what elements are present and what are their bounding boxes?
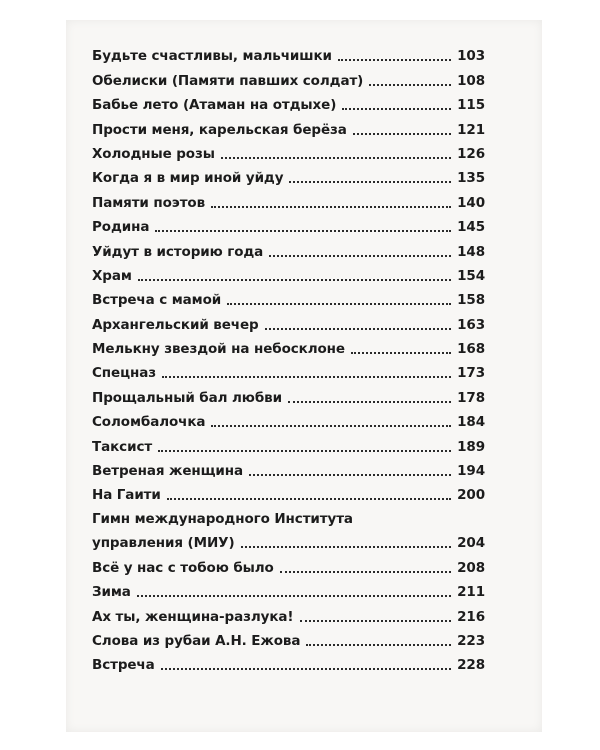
- dot-leader: [211, 425, 451, 427]
- dot-leader: [249, 474, 451, 476]
- toc-entry-page: 184: [457, 414, 485, 431]
- toc-entry: [92, 138, 485, 162]
- dot-leader: [369, 84, 451, 86]
- toc-entry: [92, 479, 485, 503]
- toc-entry: [92, 284, 485, 308]
- toc-entry-continuation: [92, 535, 485, 551]
- dot-leader: [158, 450, 451, 452]
- toc-entry-title: Слова из рубаи А.Н. Ежова: [92, 632, 301, 649]
- toc-entry-page: 228: [457, 657, 485, 674]
- dot-leader: [221, 157, 451, 159]
- toc-entry-page: 154: [457, 267, 485, 284]
- dot-leader: [161, 668, 451, 670]
- dot-leader: [138, 279, 451, 281]
- dot-leader: [353, 133, 451, 135]
- toc-entry-title: Зима: [92, 584, 131, 601]
- toc-entry-page: 140: [457, 194, 485, 211]
- toc-entry: [92, 162, 485, 186]
- toc-entry-title: Храм: [92, 267, 132, 284]
- dot-leader: [300, 620, 452, 622]
- toc-entry: [92, 406, 485, 430]
- toc-entry: [92, 357, 485, 381]
- toc-entry: [92, 333, 485, 357]
- toc-entry-title: Родина: [92, 219, 150, 236]
- dot-leader: [306, 644, 451, 646]
- toc-entry-title: Встреча: [92, 657, 155, 674]
- toc-entry: [92, 576, 485, 600]
- toc-entry-title: Гимн международного Института: [92, 511, 353, 528]
- toc-entry-title: Когда я в мир иной уйду: [92, 170, 284, 187]
- toc-entry-page: 200: [457, 487, 485, 504]
- toc-entry-title: Обелиски (Памяти павших солдат): [92, 72, 364, 89]
- toc-entry: [92, 430, 485, 454]
- toc-entry-page: 121: [457, 121, 485, 138]
- toc-entry-title: Всё у нас с тобою было: [92, 559, 274, 576]
- toc-entry: [92, 649, 485, 673]
- toc-entry-page: 204: [457, 535, 485, 552]
- dot-leader: [167, 498, 451, 500]
- toc-entry: [92, 89, 485, 113]
- dot-leader: [342, 108, 451, 110]
- toc-entry-title: Встреча с мамой: [92, 292, 222, 309]
- dot-leader: [338, 59, 451, 61]
- toc-entry-title: Ветреная женщина: [92, 463, 244, 480]
- toc-entry-title: Мелькну звездой на небосклоне: [92, 341, 345, 358]
- toc-entry-page: 158: [457, 292, 485, 309]
- toc-entry-page: 163: [457, 316, 485, 333]
- toc-entry-page: 211: [457, 584, 485, 601]
- toc-entry-title: Соломбалочка: [92, 414, 206, 431]
- toc-entry-page: 216: [457, 608, 485, 625]
- toc-entry: [92, 551, 485, 575]
- toc-entry: [92, 40, 485, 64]
- dot-leader: [280, 571, 451, 573]
- toc-entry-title: Прощальный бал любви: [92, 389, 282, 406]
- dot-leader: [162, 376, 451, 378]
- toc-entry-title: Таксист: [92, 438, 153, 455]
- toc-entry-page: 223: [457, 632, 485, 649]
- toc-entry-title: Будьте счастливы, мальчишки: [92, 48, 332, 65]
- toc-entry: [92, 64, 485, 88]
- toc-entry-page: 103: [457, 48, 485, 65]
- dot-leader: [155, 230, 451, 232]
- dot-leader: [211, 206, 451, 208]
- dot-leader: [351, 352, 451, 354]
- toc-entry-page: 168: [457, 341, 485, 358]
- toc-entry: [92, 455, 485, 479]
- dot-leader: [288, 401, 451, 403]
- toc-entry-page: 145: [457, 219, 485, 236]
- toc-entry-page: 108: [457, 72, 485, 89]
- toc-entry-page: 148: [457, 243, 485, 260]
- toc-entry-title-line2: управления (МИУ): [92, 535, 235, 552]
- toc-entry-title: Ах ты, женщина-разлука!: [92, 608, 294, 625]
- toc-entry-page: 126: [457, 145, 485, 162]
- dot-leader: [137, 595, 451, 597]
- toc-entry-title: Холодные розы: [92, 145, 215, 162]
- toc-entry: [92, 211, 485, 235]
- toc-entry: [92, 260, 485, 284]
- toc-entry-title: Спецназ: [92, 365, 156, 382]
- toc-entry-page: 115: [457, 97, 485, 114]
- toc-entry-page: 178: [457, 389, 485, 406]
- toc-entry-page: 208: [457, 559, 485, 576]
- dot-leader: [241, 546, 452, 548]
- toc-entry: [92, 600, 485, 624]
- toc-entry-title: Памяти поэтов: [92, 194, 206, 211]
- toc-entry-page: 135: [457, 170, 485, 187]
- table-of-contents: [92, 40, 485, 673]
- toc-entry-page: 173: [457, 365, 485, 382]
- toc-entry-page: 189: [457, 438, 485, 455]
- toc-entry: [92, 235, 485, 259]
- toc-entry: [92, 381, 485, 405]
- toc-entry: [92, 113, 485, 137]
- toc-entry: [92, 625, 485, 649]
- toc-entry-title: Архангельский вечер: [92, 316, 259, 333]
- toc-entry: [92, 308, 485, 332]
- toc-entry-title: На Гаити: [92, 487, 161, 504]
- dot-leader: [289, 181, 451, 183]
- toc-entry: [92, 186, 485, 210]
- toc-entry: [92, 503, 485, 551]
- dot-leader: [269, 255, 451, 257]
- dot-leader: [265, 328, 452, 330]
- toc-entry-page: 194: [457, 463, 485, 480]
- toc-entry-title: Прости меня, карельская берёза: [92, 121, 347, 138]
- dot-leader: [227, 303, 451, 305]
- toc-entry-title: Уйдут в историю года: [92, 243, 264, 260]
- toc-entry-title: Бабье лето (Атаман на отдыхе): [92, 97, 337, 114]
